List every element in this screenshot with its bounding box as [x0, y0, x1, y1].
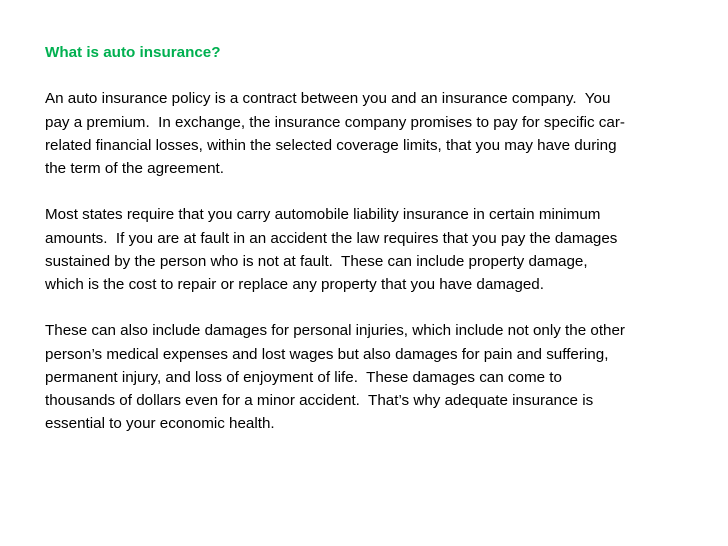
paragraph-definition: [45, 87, 695, 180]
slide-heading: What is auto insurance?: [45, 44, 221, 61]
text-line: the term of the agreement.: [45, 160, 224, 177]
text-line: sustained by the person who is not at fault. These can include property damage,: [45, 252, 588, 270]
text-line: Most states require that you carry automobile liability insurance in certain minimum: [45, 206, 601, 224]
text-line: thousands of dollars even for a minor accident. That’s why adequate insurance is: [45, 392, 594, 409]
text-line: person’s medical expenses and lost wages but also damages for pain and suffering,: [45, 345, 609, 363]
paragraph-liability: [45, 203, 695, 296]
paragraph-personal-injury: [45, 319, 695, 435]
text-line: essential to your economic health.: [45, 415, 275, 433]
slide-content: [45, 41, 695, 435]
text-line: related financial losses, within the selected coverage limits, that you may have during: [45, 136, 617, 154]
text-line: which is the cost to repair or replace any property that you have damaged.: [45, 276, 544, 293]
text-line: An auto insurance policy is a contract between you and an insurance company. You: [45, 90, 611, 108]
text-line: amounts. If you are at fault in an accident the law requires that you pay the damages: [45, 229, 618, 247]
text-line: These can also include damages for personal injuries, which include not only the other: [45, 322, 625, 340]
text-line: permanent injury, and loss of enjoyment of life. These damages can come to: [45, 368, 562, 386]
text-line: pay a premium. In exchange, the insurance company promises to pay for specific car-: [45, 113, 625, 131]
